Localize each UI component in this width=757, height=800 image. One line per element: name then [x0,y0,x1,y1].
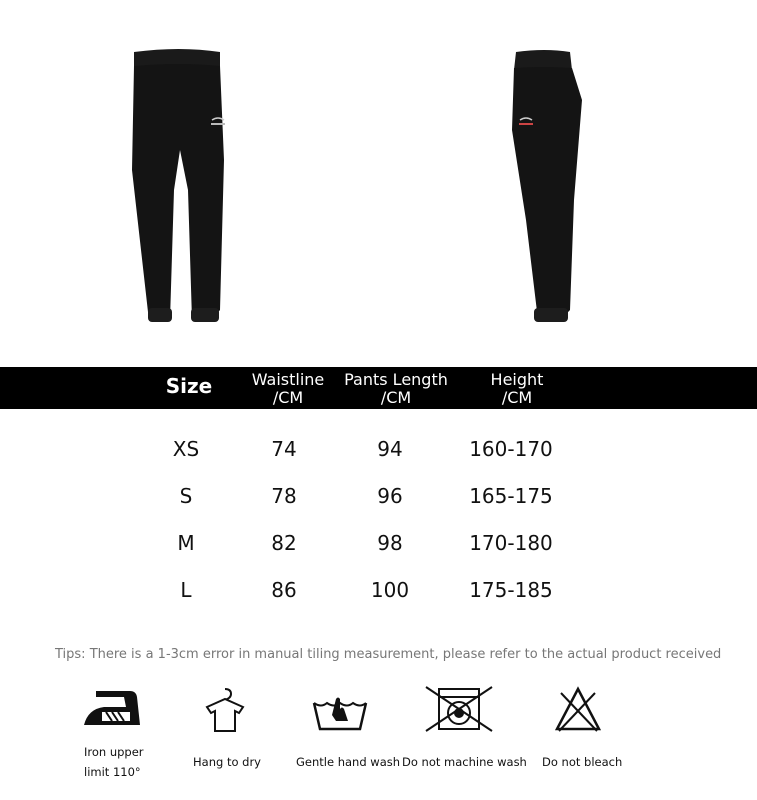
cell-height: 170-180 [469,531,553,555]
cell-length: 94 [377,437,403,461]
table-row [0,575,757,605]
care-iron: Iron upper limit 110° [80,685,144,731]
measurement-tip: Tips: There is a 1-3cm error in manual tiling measurement, please refer to the actual product received [55,647,722,662]
size-table-header [0,367,757,409]
cell-length: 98 [377,531,403,555]
no-bleach-icon [553,685,603,733]
table-row [0,434,757,464]
cell-waist: 74 [271,437,297,461]
hanger-shirt-icon [203,685,247,735]
pants-front-image [120,40,250,334]
no-machine-wash-icon [424,685,494,733]
cell-waist: 82 [271,531,297,555]
cell-height: 175-185 [469,578,553,602]
table-row [0,528,757,558]
cell-size: M [177,531,195,555]
cell-size: S [179,484,193,508]
care-hand-wash: Gentle hand wash [310,685,370,733]
cell-length: 100 [370,578,410,602]
table-row [0,481,757,511]
iron-icon [82,685,142,731]
cell-waist: 78 [271,484,297,508]
care-no-bleach: Do not bleach [553,685,603,733]
cell-length: 96 [377,484,403,508]
care-hang: Hang to dry [190,685,260,735]
header-pants-length: Pants Length /CM [344,370,448,407]
hand-wash-icon [310,685,370,733]
pants-side-image [500,40,600,334]
header-size: Size [165,374,213,398]
header-waistline: Waistline /CM [251,370,325,407]
cell-size: XS [172,437,200,461]
care-no-machine-wash: Do not machine wash [424,685,494,733]
header-height: Height /CM [490,370,544,407]
cell-height: 160-170 [469,437,553,461]
cell-size: L [180,578,192,602]
cell-waist: 86 [271,578,297,602]
cell-height: 165-175 [469,484,553,508]
